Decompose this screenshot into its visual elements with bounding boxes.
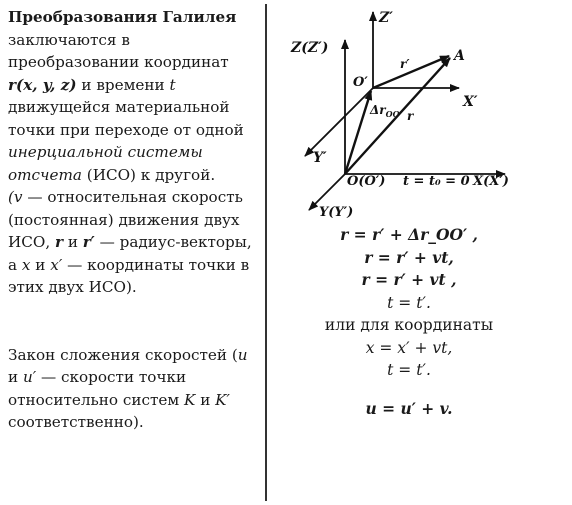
formula-6: t = t′.	[387, 361, 431, 379]
formula-7: u = u′ + v.	[365, 398, 453, 418]
law-uprime: u′	[22, 368, 37, 386]
note-text-1: — относительная скорость (постоянная) движения двух ИСО,	[8, 188, 243, 251]
o-prime-label: O′	[353, 75, 368, 90]
law-u: u	[237, 345, 248, 364]
time-condition: t = t₀ = 0	[403, 174, 470, 189]
radius-vector-label: r(x, y, z)	[8, 75, 77, 94]
note-paragraph	[8, 186, 258, 299]
formula-1: r = r′ + Δr_OO′ ,	[340, 225, 478, 244]
text-column	[8, 6, 258, 434]
note-text-2: — радиус-векторы, а	[8, 233, 252, 274]
intro-text-2: и времени	[81, 75, 165, 94]
velocity-law-paragraph	[8, 344, 258, 434]
y-yprime-label: Y(Y′)	[319, 205, 354, 220]
note-rprime: r′	[82, 233, 95, 251]
intro-text-4: (ИСО) к другой.	[86, 165, 216, 184]
term-title: Преобразования Галилея	[8, 8, 237, 26]
coords-heading: или для координаты	[324, 316, 494, 334]
note-and: и	[67, 233, 78, 251]
point-a-label: A	[454, 48, 465, 64]
formula-5: x = x′ + vt,	[365, 338, 453, 357]
law-K: K	[184, 390, 196, 409]
x-prime-label: X′	[463, 94, 478, 110]
note-r: r	[54, 233, 63, 251]
galilean-frames-diagram	[283, 4, 533, 220]
law-and: и	[8, 368, 19, 386]
r-prime-vector-label: r′	[400, 57, 410, 71]
z-zprime-label: Z(Z′)	[291, 40, 329, 56]
formula-2: r = r′ + vt,	[364, 247, 454, 267]
x-xprime-label: X(X′)	[473, 174, 509, 189]
y-prime-label: Y′	[313, 150, 327, 166]
formula-4: t = t′.	[387, 293, 431, 312]
intro-text-1: заключаются в преобразовании координат	[8, 30, 229, 71]
law-text-1: Закон сложения скоростей (	[8, 345, 238, 364]
y-prime-axis	[305, 88, 373, 156]
law-and-2: и	[200, 390, 211, 409]
formula-3: r = r′ + vt ,	[361, 270, 457, 289]
intro-paragraph	[8, 6, 258, 186]
law-Kprime: K′	[215, 390, 230, 409]
time-symbol: t	[169, 75, 176, 94]
delta-r-label: $\Delta r_{OO'}$	[370, 103, 402, 119]
note-v: (v	[8, 188, 23, 206]
note-text-3: — координаты точки в этих двух ИСО).	[8, 255, 250, 296]
note-xprime: x′	[50, 255, 63, 274]
intro-text-3: движущейся материальной точки при переходе от одной	[8, 98, 244, 139]
z-prime-label: Z′	[379, 10, 393, 26]
law-text-2: — скорости точки относительно систем	[8, 368, 187, 409]
law-text-3: соответственно).	[8, 413, 144, 431]
note-x: x	[21, 255, 31, 274]
inertial-frame-term: инерциальной системы отсчета	[8, 143, 203, 184]
column-divider	[265, 4, 267, 501]
note-and-2: и	[35, 255, 46, 274]
r-vector-label: r	[407, 109, 414, 123]
formulas-column	[284, 224, 534, 420]
origin-label: O(O′)	[347, 174, 386, 189]
